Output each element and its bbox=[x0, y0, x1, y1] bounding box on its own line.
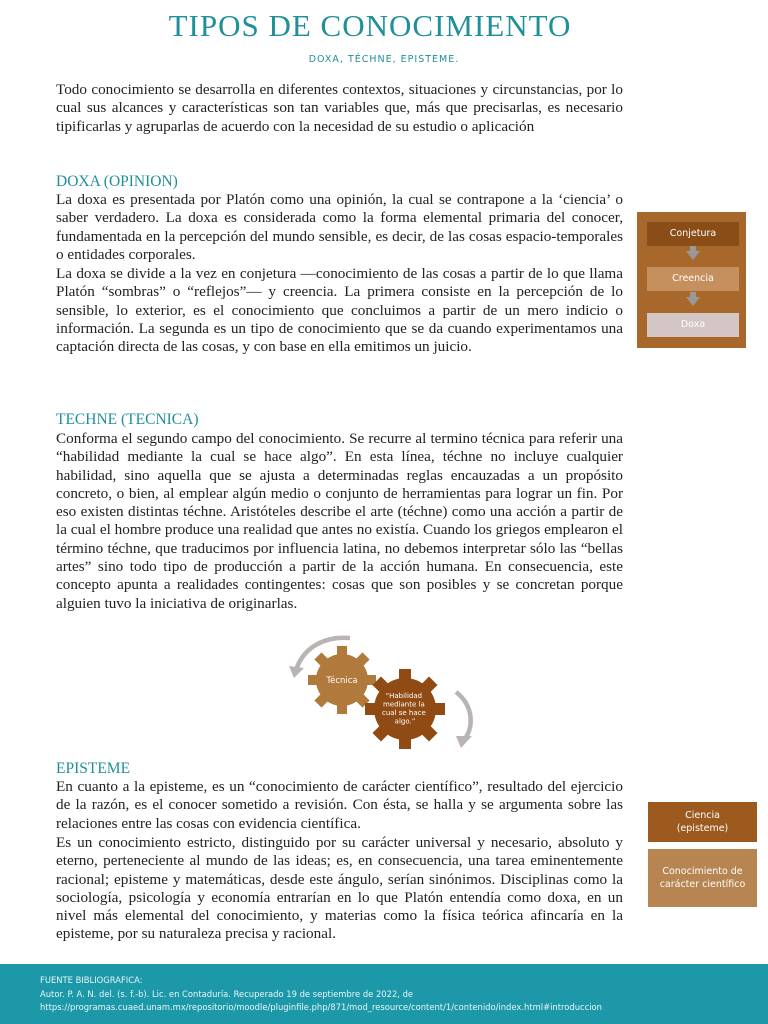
footer-citation: Autor. P. A. N. del. (s. f.-b). Lic. en Contaduría. Recuperado 19 de septiembre de 2022, de bbox=[40, 989, 414, 999]
episteme-paragraph-1: En cuanto a la episteme, es un “conocimiento de carácter científico”, resultado del ejercicio de la razón, es el conocer sometido a revisión. Con ésta, se halla y se argumenta sobre las relaciones entre las cosas con evidencia científica. bbox=[56, 778, 623, 832]
doxa-diagram bbox=[637, 212, 746, 348]
techne-paragraph: Conforma el segundo campo del conocimiento. Se recurre al termino técnica para referir una “habilidad mediante la cual se hace algo”. En esta línea, téchne no incluye cualquier habilidad, sino aquella que se ajusta a determinadas reglas encauzadas a un propósito concreto, o bien, al emplear algún medio o conjunto de herramientas para lograr un fin. Por eso existen distintas téchne. Aristóteles describe el arte (téchne) como una acción a partir de la cual el hombre produce una realidad que antes no existía. Cuando los griegos emplearon el término téchne, que traducimos por influencia latina, no debemos interpretar sólo las “bellas artes” sino todo tipo de producción a partir de la acción humana. En consecuencia, este concepto apunta a realidades contingentes: cosas que son posibles y se concretan porque alguien tuvo la iniciativa de originarlas. bbox=[56, 430, 623, 612]
doxa-step-conjetura: Conjetura bbox=[647, 222, 739, 246]
gears-diagram bbox=[288, 632, 484, 752]
arrow-head-icon bbox=[289, 666, 304, 678]
curved-arrow-icon bbox=[456, 692, 471, 740]
episteme-paragraph-2: Es un conocimiento estricto, distinguido por su carácter universal y necesario, absoluto y eterno, perteneciente al mundo de las ideas; es, en consecuencia, una tarea eminentemente racional; episteme y matemáticas, desde este ángulo, serían sinónimos. Disciplinas como la sociología, psicología y economía entrarían en lo que Platón entendía como doxa, en un nivel más elemental del conocimiento, y materias como la física teórica afincaría en la episteme, por su naturaleza precisa y racional. bbox=[56, 834, 623, 943]
doxa-heading: DOXA (OPINION) bbox=[56, 173, 178, 190]
page-title: TIPOS DE CONOCIMIENTO bbox=[168, 8, 572, 43]
intro-paragraph: Todo conocimiento se desarrolla en diferentes contextos, situaciones y circunstancias, por lo cual sus alcances y características son tan variables que, más que precisarlas, es necesario tipificarlas y agruparlas de acuerdo con la necesidad de su estudio o aplicación bbox=[56, 81, 623, 135]
box-line: Ciencia bbox=[685, 810, 720, 821]
footer-bibliography bbox=[0, 964, 768, 1024]
footer-url[interactable]: https://programas.cuaed.unam.mx/repositorio/moodle/pluginfile.php/871/mod_resource/content/1/contenido/index.html#introduccion bbox=[40, 1002, 602, 1012]
down-arrow-icon bbox=[686, 251, 700, 260]
box-line: carácter científico bbox=[659, 879, 746, 890]
arrow-head-icon bbox=[456, 736, 472, 748]
box-line: (episteme) bbox=[676, 823, 729, 834]
page-subtitle: DOXA, TÉCHNE, EPISTEME. bbox=[308, 54, 460, 65]
box-line: Conocimiento de bbox=[662, 866, 743, 877]
footer-label: FUENTE BIBLIOGRAFICA: bbox=[40, 975, 143, 985]
techne-heading: TECHNE (TECNICA) bbox=[56, 411, 199, 428]
episteme-box-conocimiento bbox=[648, 849, 757, 907]
gear-label-tecnica: Técnica bbox=[326, 676, 358, 686]
episteme-box-ciencia bbox=[648, 802, 757, 842]
gear-icon bbox=[365, 669, 445, 749]
down-arrow-icon bbox=[686, 297, 700, 306]
doxa-paragraph-1: La doxa es presentada por Platón como una opinión, la cual se contrapone a la ‘ciencia’ o saber verdadero. La doxa es considerada como la forma elemental primaria del conocer, fundamentada en la percepción del mundo sensible, es decir, de las cosas espacio-temporales o entidades corporales. bbox=[56, 191, 623, 263]
doxa-step-creencia: Creencia bbox=[647, 267, 739, 291]
doxa-paragraph-2: La doxa se divide a la vez en conjetura —conocimiento de las cosas a partir de lo que llama Platón “sombras” o “reflejos”— y creencia. La primera consiste en la percepción de lo sensible, lo exterior, es el conocimiento que concluimos a partir de un mero indicio o información. La segunda es un tipo de conocimiento que se da cuando experimentamos una captación directa de las cosas, y con base en ella emitimos un juicio. bbox=[56, 265, 623, 356]
doxa-step-doxa: Doxa bbox=[647, 313, 739, 337]
episteme-heading: EPISTEME bbox=[56, 760, 131, 777]
gear-label-habilidad: “Habilidad mediante la cual se hace algo.” bbox=[381, 692, 426, 726]
